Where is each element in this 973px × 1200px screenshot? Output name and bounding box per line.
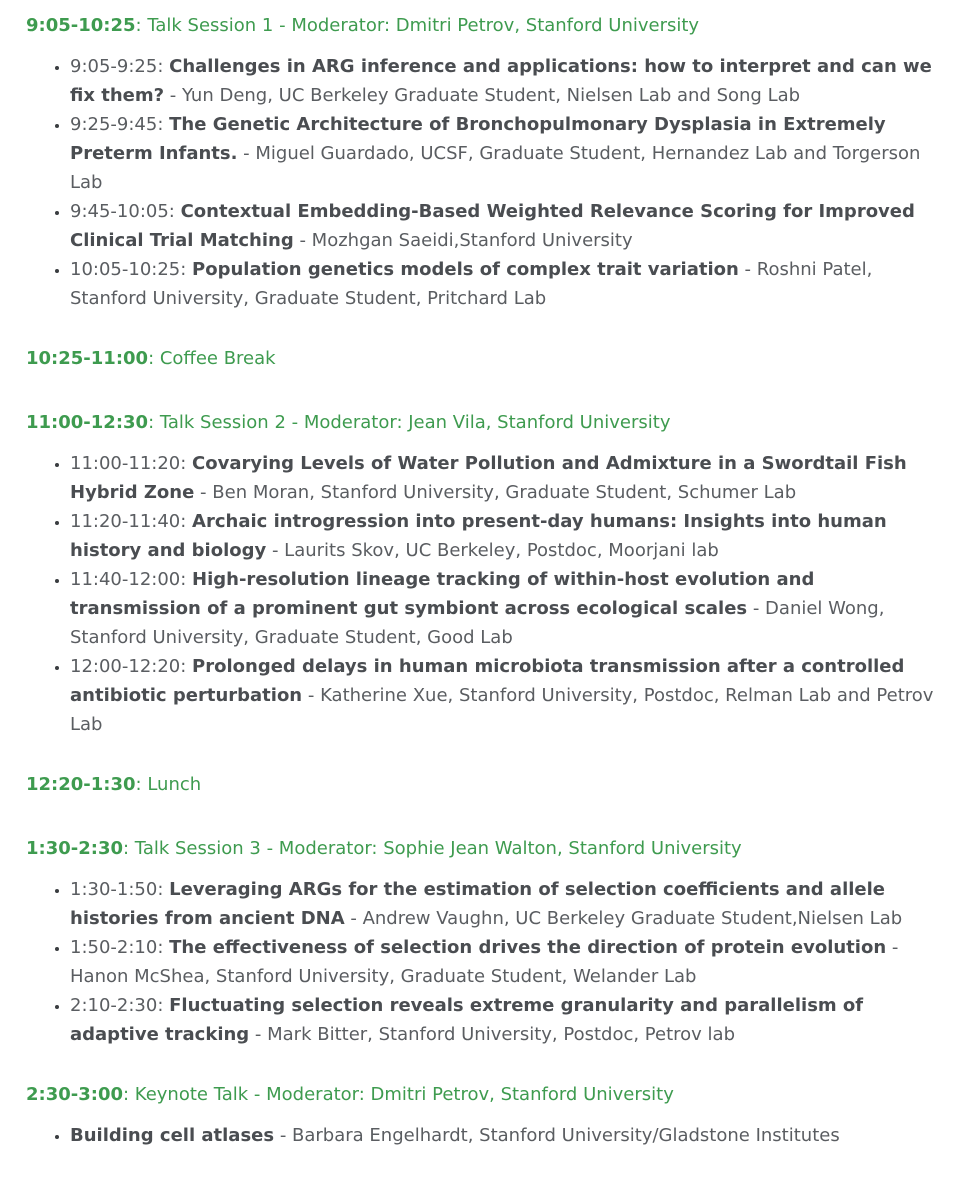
list-item	[70, 991, 949, 1049]
list-item	[70, 565, 949, 652]
session-heading	[26, 14, 949, 38]
session-label: : Keynote Talk - Moderator: Dmitri Petrov, Stanford University	[123, 1084, 674, 1105]
talk-time: 12:00-12:20:	[70, 656, 193, 677]
session-block-1	[26, 14, 949, 313]
talk-time: 9:45-10:05:	[70, 201, 181, 222]
talk-time: 11:20-11:40:	[70, 511, 193, 532]
talk-time: 1:30-1:50:	[70, 879, 170, 900]
talk-title: The Genetic Architecture of Bronchopulmonary Dysplasia in Extremely Preterm Infants.	[70, 114, 886, 164]
list-item	[70, 875, 949, 933]
talk-speaker: - Barbara Engelhardt, Stanford University/Gladstone Institutes	[274, 1125, 840, 1146]
session-heading	[26, 773, 949, 797]
talk-title: Contextual Embedding-Based Weighted Relevance Scoring for Improved Clinical Trial Matching	[70, 201, 915, 251]
talk-speaker: - Roshni Patel, Stanford University, Graduate Student, Pritchard Lab	[70, 259, 873, 309]
session-heading	[26, 837, 949, 861]
session-block-6	[26, 1083, 949, 1150]
session-label: : Talk Session 3 - Moderator: Sophie Jean Walton, Stanford University	[123, 838, 742, 859]
session-time: 1:30-2:30	[26, 838, 124, 859]
session-label: : Talk Session 1 - Moderator: Dmitri Petrov, Stanford University	[135, 15, 700, 36]
talk-time: 1:50-2:10:	[70, 937, 170, 958]
talk-title: High-resolution lineage tracking of within-host evolution and transmission of a prominent gut symbiont across ecological scales	[70, 569, 815, 619]
talk-title: Population genetics models of complex trait variation	[192, 259, 739, 280]
talk-speaker: - Daniel Wong, Stanford University, Graduate Student, Good Lab	[70, 598, 885, 648]
talk-speaker: - Miguel Guardado, UCSF, Graduate Student, Hernandez Lab and Torgerson Lab	[70, 143, 921, 193]
talk-speaker: - Hanon McShea, Stanford University, Graduate Student, Welander Lab	[70, 937, 899, 987]
session-heading	[26, 1083, 949, 1107]
list-item	[70, 507, 949, 565]
talk-time: 9:25-9:45:	[70, 114, 170, 135]
talk-title: Fluctuating selection reveals extreme granularity and parallelism of adaptive tracking	[70, 995, 864, 1045]
talk-list	[26, 52, 949, 313]
session-block-3	[26, 411, 949, 739]
talk-title: The effectiveness of selection drives the direction of protein evolution	[169, 937, 887, 958]
session-time: 10:25-11:00	[26, 348, 149, 369]
talk-list	[26, 1121, 949, 1150]
list-item	[70, 110, 949, 197]
talk-speaker: - Mozhgan Saeidi,Stanford University	[293, 230, 633, 251]
talk-speaker: - Andrew Vaughn, UC Berkeley Graduate Student,Nielsen Lab	[344, 908, 903, 929]
list-item	[70, 933, 949, 991]
talk-time: 9:05-9:25:	[70, 56, 170, 77]
session-block-2	[26, 347, 949, 371]
session-label: : Talk Session 2 - Moderator: Jean Vila, Stanford University	[148, 412, 671, 433]
talk-time: 10:05-10:25:	[70, 259, 193, 280]
talk-speaker: - Katherine Xue, Stanford University, Postdoc, Relman Lab and Petrov Lab	[70, 685, 934, 735]
session-time: 12:20-1:30	[26, 774, 136, 795]
talk-title: Building cell atlases	[70, 1125, 275, 1146]
talk-title: Archaic introgression into present-day humans: Insights into human history and biology	[70, 511, 887, 561]
list-item	[70, 652, 949, 739]
talk-time: 2:10-2:30:	[70, 995, 170, 1016]
session-time: 11:00-12:30	[26, 412, 149, 433]
talk-list	[26, 449, 949, 739]
talk-time: 11:40-12:00:	[70, 569, 193, 590]
session-heading	[26, 347, 949, 371]
session-heading	[26, 411, 949, 435]
session-time: 2:30-3:00	[26, 1084, 124, 1105]
talk-speaker: - Laurits Skov, UC Berkeley, Postdoc, Moorjani lab	[266, 540, 719, 561]
talk-title: Prolonged delays in human microbiota transmission after a controlled antibiotic perturbation	[70, 656, 905, 706]
list-item	[70, 255, 949, 313]
talk-title: Covarying Levels of Water Pollution and Admixture in a Swordtail Fish Hybrid Zone	[70, 453, 907, 503]
list-item	[70, 449, 949, 507]
list-item	[70, 1121, 949, 1150]
talk-list	[26, 875, 949, 1049]
session-label: : Coffee Break	[148, 348, 276, 369]
session-block-4	[26, 773, 949, 797]
talk-title: Challenges in ARG inference and applications: how to interpret and can we fix them?	[70, 56, 932, 106]
talk-speaker: - Yun Deng, UC Berkeley Graduate Student, Nielsen Lab and Song Lab	[164, 85, 801, 106]
talk-speaker: - Ben Moran, Stanford University, Graduate Student, Schumer Lab	[194, 482, 797, 503]
talk-title: Leveraging ARGs for the estimation of selection coefficients and allele histories from ancient DNA	[70, 879, 885, 929]
list-item	[70, 197, 949, 255]
session-label: : Lunch	[135, 774, 202, 795]
session-time: 9:05-10:25	[26, 15, 136, 36]
talk-time: 11:00-11:20:	[70, 453, 193, 474]
talk-speaker: - Mark Bitter, Stanford University, Postdoc, Petrov lab	[249, 1024, 735, 1045]
session-block-5	[26, 837, 949, 1049]
list-item	[70, 52, 949, 110]
